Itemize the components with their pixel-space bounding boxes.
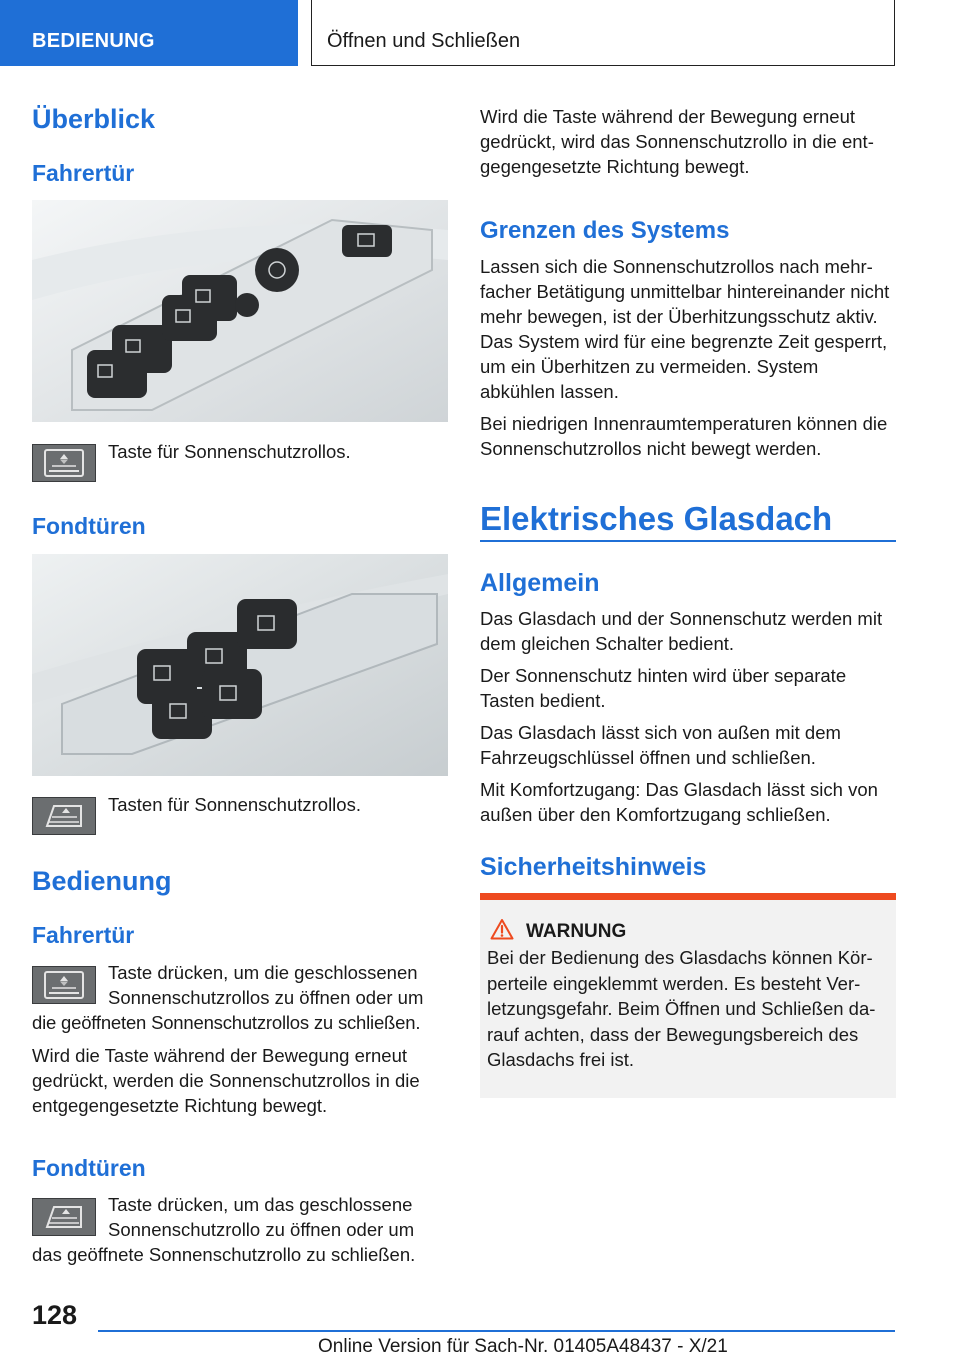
footer-version: Online Version für Sach-Nr. 01405A48437 - X/21 (318, 1336, 728, 1357)
text-allgemein-3: Das Glasdach lässt sich von außen mit dem Fahrzeugschlüssel öffnen und schließen. (480, 722, 841, 768)
text-allgemein-4: Mit Komfortzugang: Das Glasdach lässt sich von außen über den Komfortzugang schließen. (480, 779, 878, 825)
text-grenzen-2: Bei niedrigen Innenraumtemperaturen können die Sonnenschutzrollos nicht bewegt werden. (480, 413, 888, 459)
text-fahrertuer-line2: Sonnenschutzrollos zu öffnen oder um (108, 987, 424, 1008)
page-number: 128 (32, 1300, 78, 1330)
footer-rule (98, 1330, 895, 1332)
heading-fahrertuer: Fahrertür (32, 160, 135, 186)
warning-title: WARNUNG (526, 921, 627, 942)
warning-box (480, 893, 896, 1098)
rear-sunblind-button-icon (32, 1198, 96, 1236)
text-fahrertuer-line1: Taste drücken, um die geschlossenen (108, 962, 418, 983)
section-label: BEDIENUNG (0, 0, 298, 66)
heading-fahrertuer-bedienung: Fahrertür (32, 922, 135, 948)
text-grenzen-1: Lassen sich die Sonnenschutzrollos nach mehrfacher Betätigung unmittelbar hintereinander nicht mehr bewegen, ist der Überhitzungsschutz aktiv. Das System wird für eine begrenzte Zeit gesperrt, um ein Überhitzen zu vermeiden. System abkühlen lassen. (480, 256, 890, 402)
sunblind-button-icon (32, 966, 96, 1004)
heading-rule (480, 540, 896, 542)
heading-allgemein: Allgemein (480, 569, 600, 597)
sunblind-button-icon (32, 444, 96, 482)
warning-text: Bei der Bedienung des Glasdachs können Körperteile eingeklemmt werden. Es besteht Verletzungsgefahr. Beim Öffnen und Schließen darauf achten, dass der Bewegungsbereich des Glasdachs frei ist. (487, 947, 876, 1070)
heading-fondtueren-bedienung: Fondtüren (32, 1155, 146, 1181)
heading-sicherheit: Sicherheitshinweis (480, 853, 707, 881)
photo-rear-door-switches (32, 554, 448, 776)
heading-glasdach: Elektrisches Glasdach (480, 500, 833, 537)
chapter-label: Öffnen und Schließen (311, 0, 895, 66)
photo-driver-door-switches (32, 200, 448, 422)
heading-bedienung: Bedienung (32, 866, 172, 896)
caption-driver-door: Taste für Sonnenschutzrollos. (108, 441, 351, 462)
heading-fondtueren: Fondtüren (32, 513, 146, 539)
text-fahrertuer-repeat: Wird die Taste während der Bewegung erneut gedrückt, werden die Sonnenschutzrollos in die entgegengesetzte Richtung bewegt. (32, 1045, 420, 1116)
text-fond-line1: Taste drücken, um das geschlossene (108, 1194, 413, 1215)
text-allgemein-2: Der Sonnenschutz hinten wird über separate Tasten bedient. (480, 665, 847, 711)
text-fond-repeat: Wird die Taste während der Bewegung erneut gedrückt, wird das Sonnenschutzrollo in die entgegengesetzte Richtung bewegt. (480, 106, 874, 177)
text-fahrertuer-line3: die geöffneten Sonnenschutzrollos zu schließen. (32, 1012, 421, 1033)
text-fond-line3: das geöffnete Sonnenschutzrollo zu schließen. (32, 1244, 416, 1265)
rear-sunblind-button-icon (32, 797, 96, 835)
heading-grenzen: Grenzen des Systems (480, 217, 730, 244)
page-header (0, 0, 960, 66)
warning-triangle-icon (490, 918, 514, 945)
caption-rear-doors: Tasten für Sonnenschutzrollos. (108, 794, 361, 815)
text-fond-line2: Sonnenschutzrollo zu öffnen oder um (108, 1219, 415, 1240)
text-allgemein-1: Das Glasdach und der Sonnenschutz werden mit dem gleichen Schalter bedient. (480, 608, 883, 654)
warning-bar (480, 893, 896, 900)
heading-ueberblick: Überblick (32, 104, 156, 134)
